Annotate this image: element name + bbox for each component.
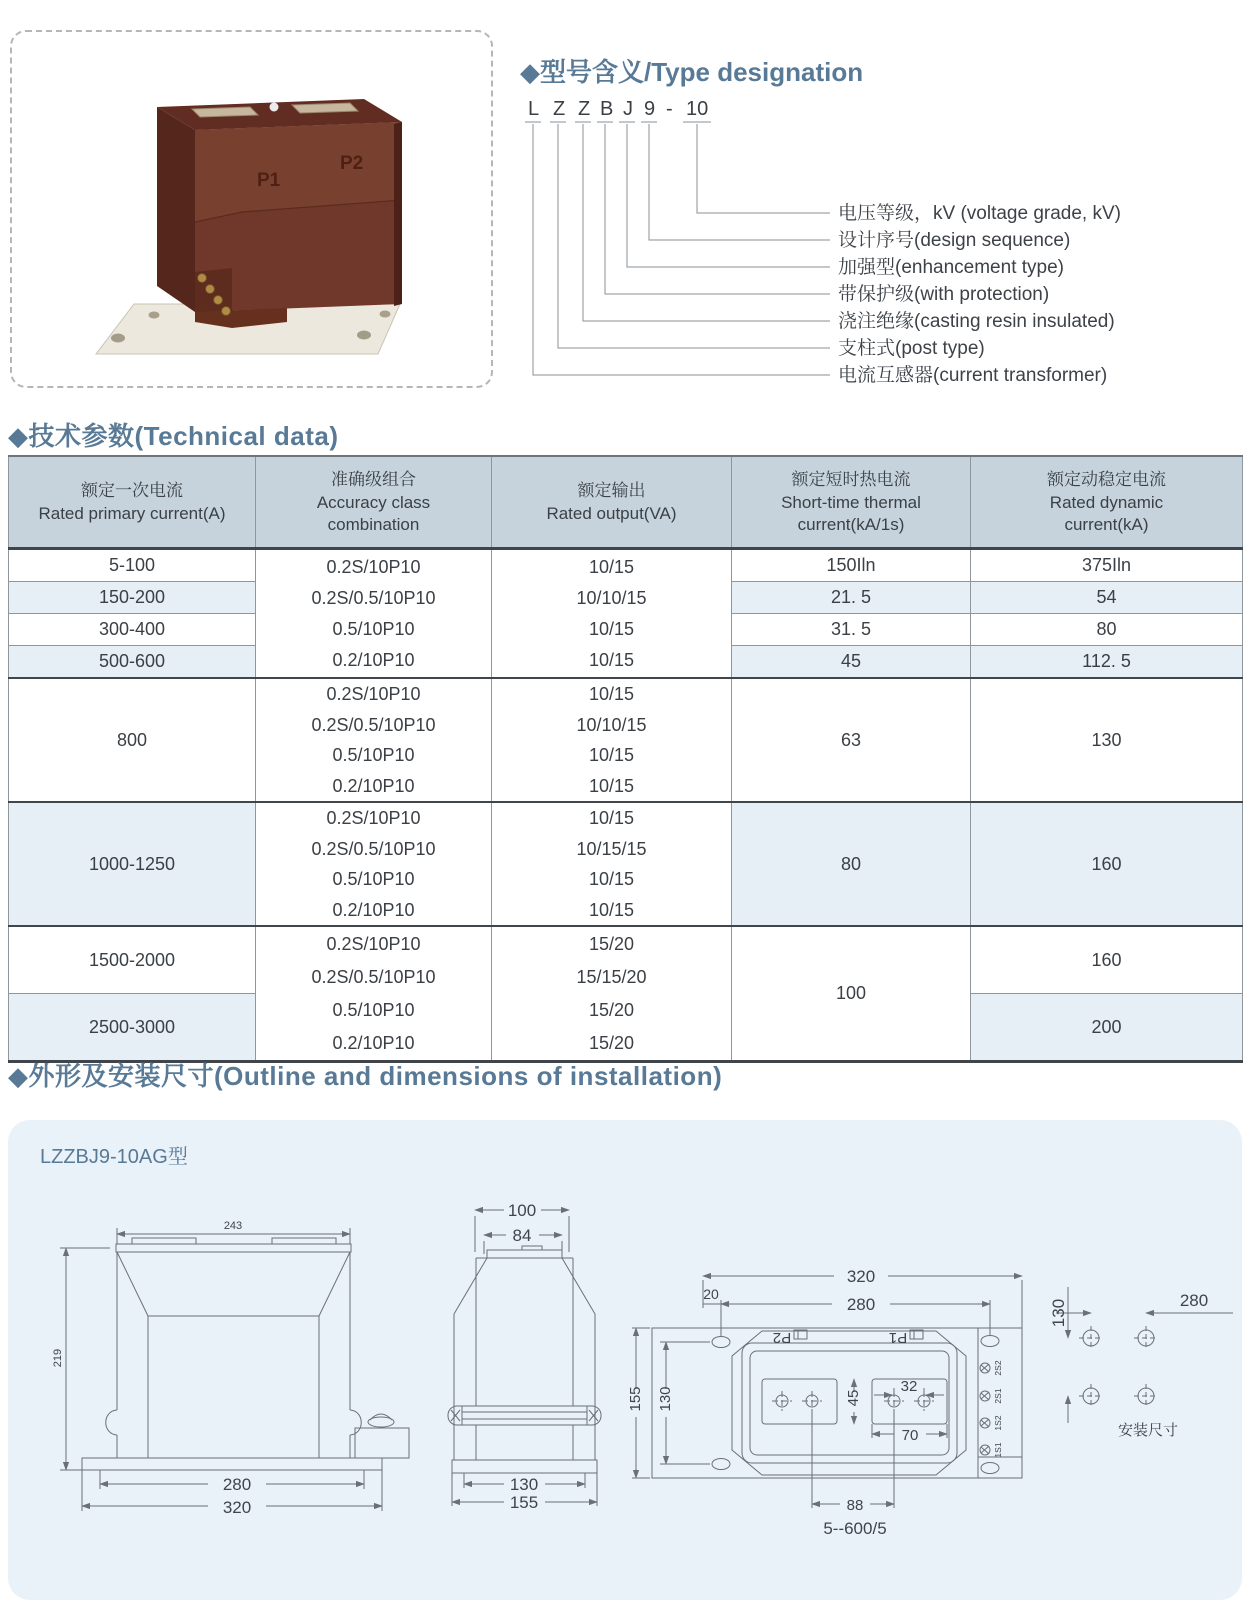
cell-current: 1500-2000 xyxy=(9,926,256,994)
output-line: 10/15 xyxy=(588,869,635,890)
cell-thermal: 150Iln xyxy=(732,549,971,582)
terminal-screw xyxy=(206,285,215,294)
primary-terminal-pad xyxy=(292,103,358,113)
terminal-label: 1S2 xyxy=(993,1415,1003,1431)
header-en: Rated primary current(A) xyxy=(38,504,226,524)
header-en: Accuracy class combination xyxy=(316,493,431,535)
code-letter: L xyxy=(528,98,540,120)
accuracy-line: 0.2S/0.5/10P10 xyxy=(311,838,436,859)
cell-current: 300-400 xyxy=(9,614,256,646)
product-photo-panel xyxy=(10,30,493,388)
dim-label-130: 130 xyxy=(657,1386,674,1412)
type-code xyxy=(528,98,708,120)
model-label: LZZBJ9-10AG型 xyxy=(40,1146,188,1168)
side-view-drawing xyxy=(442,1162,642,1514)
cell-current: 500-600 xyxy=(9,646,256,679)
output-line: 15/15/20 xyxy=(576,967,647,987)
output-line: 15/20 xyxy=(588,934,635,954)
dim-label-84: 84 xyxy=(512,1226,532,1245)
front-view-drawing xyxy=(40,1186,440,1520)
table-row xyxy=(9,678,1243,802)
type-designation-diagram xyxy=(520,95,1232,395)
accuracy-line: 0.2S/0.5/10P10 xyxy=(311,588,436,608)
p2-marking: P2 xyxy=(340,153,364,174)
dim-label-130: 130 xyxy=(1049,1298,1068,1328)
code-letter: Z xyxy=(553,98,566,120)
dim-label-155: 155 xyxy=(627,1386,644,1412)
dim-label-219: 219 xyxy=(52,1348,64,1368)
terminal-label: 1S1 xyxy=(993,1442,1003,1458)
cell-output-group xyxy=(492,926,732,1062)
cell-thermal: 100 xyxy=(732,926,971,1062)
code-letter: B xyxy=(600,98,614,120)
dim-label-280: 280 xyxy=(846,1295,876,1314)
cell-thermal: 63 xyxy=(732,678,971,802)
output-line: 10/15/15 xyxy=(576,838,647,859)
cell-current: 2500-3000 xyxy=(9,994,256,1062)
meaning-label: 支柱式(post type) xyxy=(838,338,985,359)
cell-current: 800 xyxy=(9,678,256,802)
meaning-label: 带保护级(with protection) xyxy=(838,284,1050,305)
dim-label-280: 280 xyxy=(222,1475,252,1494)
meaning-label: 加强型(enhancement type) xyxy=(838,257,1064,278)
meaning-label: 电流互感器(current transformer) xyxy=(838,365,1108,386)
output-line: 10/15 xyxy=(588,619,635,639)
top-view-drawing xyxy=(622,1264,1032,1538)
accuracy-line: 0.5/10P10 xyxy=(332,619,415,639)
cell-dynamic: 80 xyxy=(971,614,1243,646)
designation-labels xyxy=(838,202,1121,386)
type-designation-section xyxy=(520,52,1240,395)
header-en: Short-time thermal current(kA/1s) xyxy=(781,493,921,535)
mount-hole xyxy=(149,312,160,319)
table-row xyxy=(9,802,1243,926)
cell-dynamic: 160 xyxy=(971,802,1243,926)
header-cn: 额定输出 xyxy=(577,480,646,500)
meaning-label: 电压等级，kV (voltage grade, kV) xyxy=(838,203,1121,224)
cell-accuracy-group xyxy=(256,549,492,679)
output-line: 15/20 xyxy=(588,1033,635,1053)
cell-dynamic: 112. 5 xyxy=(971,646,1243,679)
header-cn: 准确级组合 xyxy=(331,469,416,489)
accuracy-line: 0.2S/10P10 xyxy=(326,684,421,705)
output-line: 10/15 xyxy=(588,557,635,577)
col-header-output xyxy=(492,456,732,549)
type-designation-title: ◆型号含义/Type designation xyxy=(520,57,864,87)
cell-accuracy-group xyxy=(256,802,492,926)
header-cn: 额定一次电流 xyxy=(81,480,183,500)
code-letter: 9 xyxy=(644,98,656,120)
designation-lines xyxy=(525,122,830,375)
accuracy-line: 0.2/10P10 xyxy=(332,899,415,920)
table-row xyxy=(9,549,1243,582)
dim-label-88: 88 xyxy=(846,1497,864,1514)
dim-label-20: 20 xyxy=(703,1286,719,1302)
cell-output-group xyxy=(492,678,732,802)
accuracy-line: 0.2/10P10 xyxy=(332,650,415,670)
output-line: 10/15 xyxy=(588,899,635,920)
output-line: 10/10/15 xyxy=(576,714,647,735)
p2-marking: P2 xyxy=(772,1329,792,1346)
transformer-left-face xyxy=(157,107,195,312)
dim-label-320: 320 xyxy=(846,1267,876,1286)
right-edge-shade xyxy=(394,122,402,306)
meaning-label: 设计序号(design sequence) xyxy=(838,230,1071,251)
code-letter: Z xyxy=(578,98,591,120)
dim-label-320: 320 xyxy=(222,1498,252,1517)
accuracy-line: 0.2S/10P10 xyxy=(326,808,421,829)
mount-hole xyxy=(380,311,391,318)
output-line: 10/10/15 xyxy=(576,588,647,608)
terminal-label: 2S2 xyxy=(993,1360,1003,1376)
product-photo xyxy=(82,72,422,372)
table-row xyxy=(9,926,1243,994)
cell-dynamic: 200 xyxy=(971,994,1243,1062)
terminal-screw xyxy=(222,307,231,316)
table-header-row xyxy=(9,456,1243,549)
mount-hole xyxy=(357,331,371,340)
header-cn: 额定动稳定电流 xyxy=(1047,469,1166,489)
cell-output-group xyxy=(492,549,732,679)
technical-data-title: ◆技术参数(Technical data) xyxy=(8,421,339,451)
accuracy-line: 0.2S/10P10 xyxy=(326,557,421,577)
dim-label-32: 32 xyxy=(900,1378,918,1395)
cell-accuracy-group xyxy=(256,678,492,802)
accuracy-line: 0.2S/0.5/10P10 xyxy=(311,967,436,987)
cell-thermal: 45 xyxy=(732,646,971,679)
code-letter: J xyxy=(623,98,633,120)
p1-marking: P1 xyxy=(888,1329,908,1346)
header-en: Rated dynamic current(kA) xyxy=(1049,493,1164,535)
accuracy-line: 0.2/10P10 xyxy=(332,1033,415,1053)
col-header-dynamic xyxy=(971,456,1243,549)
col-header-primary-current xyxy=(9,456,256,549)
cell-thermal: 31. 5 xyxy=(732,614,971,646)
dim-label-280: 280 xyxy=(1179,1291,1209,1310)
header-en: Rated output(VA) xyxy=(546,504,677,524)
output-line: 10/15 xyxy=(588,745,635,766)
dim-label-100: 100 xyxy=(507,1201,537,1220)
install-caption: 安装尺寸 xyxy=(1117,1422,1179,1439)
code-letter: - xyxy=(666,98,673,120)
output-line: 15/20 xyxy=(588,1000,635,1020)
primary-terminal-pad xyxy=(192,107,258,117)
top-hole xyxy=(270,103,279,112)
ratio-label: 5--600/5 xyxy=(823,1519,887,1538)
cell-dynamic: 160 xyxy=(971,926,1243,994)
dim-label-243: 243 xyxy=(223,1220,243,1232)
accuracy-line: 0.5/10P10 xyxy=(332,1000,415,1020)
cell-accuracy-group xyxy=(256,926,492,1062)
outline-panel xyxy=(8,1120,1242,1600)
meaning-label: 浇注绝缘(casting resin insulated) xyxy=(838,311,1115,332)
col-header-thermal xyxy=(732,456,971,549)
dim-label-70: 70 xyxy=(901,1427,919,1444)
accuracy-line: 0.2S/0.5/10P10 xyxy=(311,714,436,735)
header-cn: 额定短时热电流 xyxy=(791,469,911,489)
cell-thermal: 80 xyxy=(732,802,971,926)
cell-current: 150-200 xyxy=(9,582,256,614)
cell-dynamic: 130 xyxy=(971,678,1243,802)
terminal-label: 2S1 xyxy=(993,1388,1003,1404)
dim-label-45: 45 xyxy=(845,1389,862,1407)
p1-marking: P1 xyxy=(257,170,281,191)
accuracy-line: 0.5/10P10 xyxy=(332,869,415,890)
cell-current: 5-100 xyxy=(9,549,256,582)
cell-thermal: 21. 5 xyxy=(732,582,971,614)
outline-title: ◆外形及安装尺寸(Outline and dimensions of installation) xyxy=(8,1061,723,1091)
output-line: 10/15 xyxy=(588,775,635,796)
terminal-screw xyxy=(214,296,223,305)
output-line: 10/15 xyxy=(588,650,635,670)
terminal-screw xyxy=(198,274,207,283)
cell-current: 1000-1250 xyxy=(9,802,256,926)
accuracy-line: 0.2/10P10 xyxy=(332,775,415,796)
installation-drawing xyxy=(1036,1275,1236,1455)
accuracy-line: 0.2S/10P10 xyxy=(326,934,421,954)
mount-hole xyxy=(111,334,125,343)
dim-label-130: 130 xyxy=(509,1475,539,1494)
cell-output-group xyxy=(492,802,732,926)
accuracy-line: 0.5/10P10 xyxy=(332,745,415,766)
technical-data-table xyxy=(8,455,1243,1063)
code-letter: 10 xyxy=(686,98,709,120)
cell-dynamic: 54 xyxy=(971,582,1243,614)
dim-label-155: 155 xyxy=(509,1493,539,1512)
cell-dynamic: 375Iln xyxy=(971,549,1243,582)
output-line: 10/15 xyxy=(588,808,635,829)
output-line: 10/15 xyxy=(588,684,635,705)
col-header-accuracy xyxy=(256,456,492,549)
